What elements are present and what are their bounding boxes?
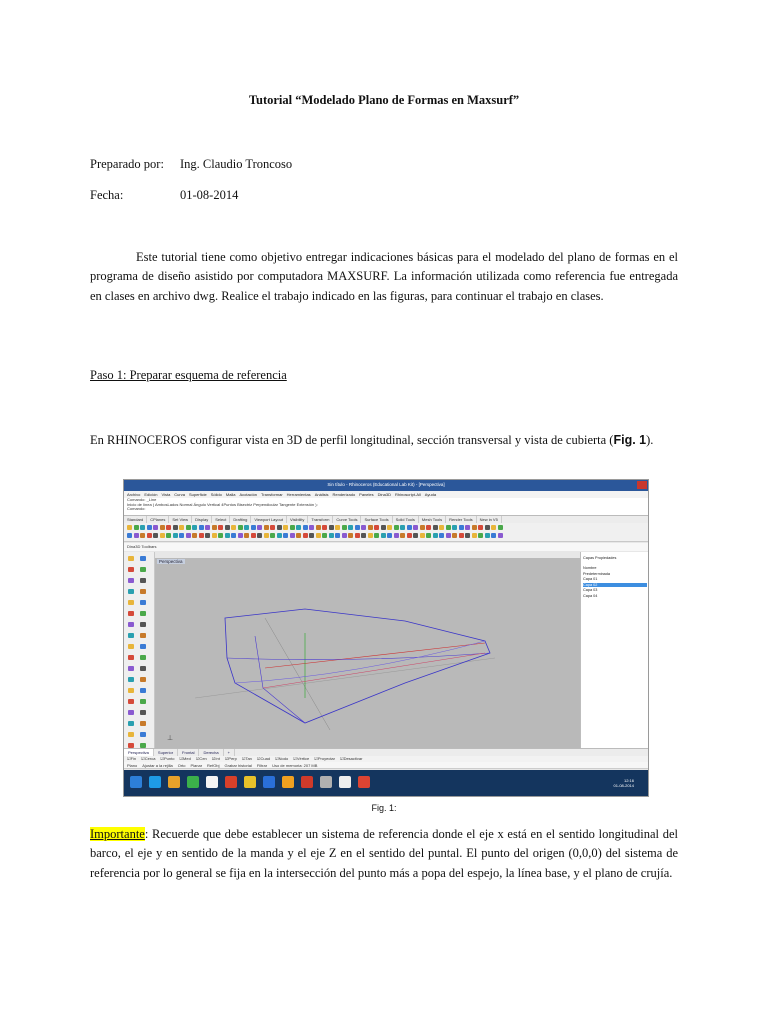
tool-icon[interactable] — [465, 533, 470, 538]
taskbar-clock — [614, 778, 634, 788]
layer-row-3[interactable]: Capa 02 — [583, 583, 647, 587]
menu-item-4[interactable]: Superficie — [188, 492, 207, 497]
layer-row-5[interactable]: Capa 04 — [583, 593, 598, 598]
tool-icon[interactable] — [485, 525, 490, 530]
left-tool-icon[interactable] — [140, 710, 146, 715]
left-tool-icon[interactable] — [128, 644, 134, 649]
status-item-4[interactable]: RefObj — [207, 763, 220, 768]
tool-icon[interactable] — [192, 525, 197, 530]
layers-panel — [580, 552, 649, 760]
tool-icon[interactable] — [179, 533, 184, 538]
figure-rhino-screenshot — [123, 479, 649, 797]
figure-reference: Fig. 1 — [613, 433, 647, 447]
close-icon[interactable] — [637, 481, 647, 489]
viewport-tab-4[interactable]: + — [224, 749, 235, 756]
tool-icon[interactable] — [153, 533, 158, 538]
tool-icon[interactable] — [446, 525, 451, 530]
step1-heading: Paso 1: Preparar esquema de referencia — [90, 368, 287, 382]
prepared-by-label: Preparado por: — [90, 157, 164, 171]
tool-icon[interactable] — [134, 525, 139, 530]
taskbar-app-icon[interactable] — [320, 776, 332, 788]
tool-icon[interactable] — [426, 525, 431, 530]
tool-icon[interactable] — [296, 533, 301, 538]
sub-toolbar — [124, 543, 648, 551]
tool-icon[interactable] — [407, 525, 412, 530]
command-history — [124, 498, 648, 516]
viewport-label[interactable]: Perspectiva — [159, 559, 183, 564]
osnap-option-9[interactable]: ☑Nodo — [275, 756, 289, 761]
tool-icon[interactable] — [316, 525, 321, 530]
taskbar-app-icon[interactable] — [263, 776, 275, 788]
tool-icon[interactable] — [322, 533, 327, 538]
tool-icon[interactable] — [127, 525, 132, 530]
left-tool-icon[interactable] — [128, 556, 134, 561]
taskbar-app-icon[interactable] — [206, 776, 218, 788]
status-bar — [124, 762, 648, 769]
start-icon[interactable] — [130, 776, 142, 788]
tool-icon[interactable] — [309, 533, 314, 538]
viewport-tab-2[interactable]: Frontal — [178, 749, 199, 756]
osnap-option-7[interactable]: ☑Tan — [241, 756, 252, 761]
toolbar-tab-0[interactable]: Standard — [124, 516, 147, 523]
left-tool-icon[interactable] — [128, 578, 134, 583]
tool-icon[interactable] — [394, 525, 399, 530]
left-tool-icon[interactable] — [140, 699, 146, 704]
important-text: : Recuerde que debe establecer un sistema de referencia donde el eje x está en el sentido longitudinal del barco, el eje y en sentido de la manda y el eje Z en el sentido del puntal. El punto del origen (0,0,0) del sistema de referencia por lo general se fija en la intersección del punto más a popa del espejo, la línea base, y el plano de crujía. — [90, 827, 678, 880]
taskbar-app-icon[interactable] — [282, 776, 294, 788]
command-line-2: Inicio de línea ( AmbosLados Normal Ángulo Vertical 4Puntos Bisectriz Perpendicular Tangente Extensión ): — [127, 501, 318, 507]
tool-icon[interactable] — [264, 525, 269, 530]
tool-icon[interactable] — [186, 525, 191, 530]
toolbar-tab-11[interactable]: Solid Tools — [393, 516, 419, 523]
viewport-tab-3[interactable]: Derecha — [199, 749, 223, 756]
menu-item-3[interactable]: Curva — [174, 492, 185, 497]
tool-icon[interactable] — [270, 525, 275, 530]
tool-icon[interactable] — [244, 525, 249, 530]
tool-icon[interactable] — [218, 533, 223, 538]
toolbar-icons — [124, 523, 648, 542]
left-tool-icon[interactable] — [128, 600, 134, 605]
tool-icon[interactable] — [472, 525, 477, 530]
intro-paragraph: Este tutorial tiene como objetivo entregar indicaciones básicas para el modelado del plano de formas en el programa de diseño asistido por computadora MAXSURF. La información utilizada como referencia fue entregada en clases en archivo dwg. Realice el trabajo indicado en las figuras, para continuar el trabajo en clases. — [90, 250, 678, 303]
tool-icon[interactable] — [277, 533, 282, 538]
tool-icon[interactable] — [316, 533, 321, 538]
taskbar-app-icon[interactable] — [358, 776, 370, 788]
left-tool-icon[interactable] — [140, 666, 146, 671]
panel-tabs[interactable]: Capas Propiedades — [583, 556, 617, 560]
tool-icon[interactable] — [348, 525, 353, 530]
tool-icon[interactable] — [374, 525, 379, 530]
tool-icon[interactable] — [452, 533, 457, 538]
menu-item-5[interactable]: Sólido — [210, 492, 222, 497]
viewport-tab-1[interactable]: Superior — [154, 749, 178, 756]
perspective-viewport[interactable] — [155, 558, 580, 748]
tool-icon[interactable] — [446, 533, 451, 538]
left-tool-icon[interactable] — [128, 611, 134, 616]
osnap-option-5[interactable]: ☑Int — [211, 756, 220, 761]
minimize-icon[interactable] — [614, 481, 624, 489]
tool-icon[interactable] — [283, 533, 288, 538]
taskbar-app-icon[interactable] — [225, 776, 237, 788]
status-item-2[interactable]: Orto — [177, 763, 186, 768]
window-title: Sin título - Rhinoceros (Educational Lab Kit) - [Perspectiva] — [327, 482, 445, 487]
tool-icon[interactable] — [160, 525, 165, 530]
osnap-option-2[interactable]: ☑Punto — [160, 756, 175, 761]
status-item-6[interactable]: Filtrar — [256, 763, 268, 768]
menu-item-8[interactable]: Transformar — [261, 492, 283, 497]
tool-icon[interactable] — [290, 533, 295, 538]
tool-icon[interactable] — [472, 533, 477, 538]
toolbar-tab-5[interactable]: Drafting — [230, 516, 251, 523]
menu-item-14[interactable]: Rhinoscript-All — [394, 492, 421, 497]
tool-icon[interactable] — [400, 533, 405, 538]
status-item-0[interactable]: Plano — [127, 763, 138, 768]
tool-icon[interactable] — [439, 525, 444, 530]
tool-icon[interactable] — [491, 533, 496, 538]
viewport-tabs — [124, 748, 648, 756]
taskbar-app-icon[interactable] — [339, 776, 351, 788]
menu-item-10[interactable]: Análisis — [314, 492, 329, 497]
left-tool-icon[interactable] — [128, 666, 134, 671]
menu-item-11[interactable]: Renderizado — [332, 492, 356, 497]
tool-icon[interactable] — [257, 525, 262, 530]
step1-text: En RHINOCEROS configurar vista en 3D de perfil longitudinal, sección transversal y vista de cubierta ( — [90, 433, 614, 447]
tool-icon[interactable] — [335, 525, 340, 530]
left-tool-icon[interactable] — [128, 655, 134, 660]
tool-icon[interactable] — [368, 533, 373, 538]
layer-row-4[interactable]: Capa 03 — [583, 588, 598, 592]
tool-icon[interactable] — [140, 533, 145, 538]
menu-item-0[interactable]: Archivo — [127, 492, 141, 497]
tool-icon[interactable] — [407, 533, 412, 538]
left-tool-icon[interactable] — [128, 589, 134, 594]
left-tool-icon[interactable] — [140, 556, 146, 561]
step1-paragraph — [90, 431, 678, 450]
tool-icon[interactable] — [498, 533, 503, 538]
tool-icon[interactable] — [270, 533, 275, 538]
menu-item-12[interactable]: Paneles — [359, 492, 374, 497]
left-tool-icon[interactable] — [140, 655, 146, 660]
menu-bar — [124, 491, 648, 498]
left-tool-icon[interactable] — [128, 677, 134, 682]
tool-icon[interactable] — [238, 533, 243, 538]
tool-icon[interactable] — [400, 525, 405, 530]
tool-icon[interactable] — [452, 525, 457, 530]
tool-icon[interactable] — [166, 533, 171, 538]
tool-icon[interactable] — [160, 533, 165, 538]
important-label: Importante — [90, 827, 145, 841]
left-tool-icon[interactable] — [140, 732, 146, 737]
toolbar-tab-12[interactable]: Mesh Tools — [419, 516, 446, 523]
tool-icon[interactable] — [329, 525, 334, 530]
osnap-option-10[interactable]: ☑Vértice — [293, 756, 310, 761]
toolbar-tab-2[interactable]: Set View — [169, 516, 192, 523]
left-tool-icon[interactable] — [128, 721, 134, 726]
left-tool-icon[interactable] — [128, 699, 134, 704]
status-item-5[interactable]: Grabar historial — [224, 763, 252, 768]
osnap-option-1[interactable]: ☑Cerca — [141, 756, 156, 761]
tool-icon[interactable] — [478, 533, 483, 538]
step1-end: ). — [646, 433, 654, 447]
window-titlebar — [124, 480, 648, 491]
tool-icon[interactable] — [212, 525, 217, 530]
sub-toolbar-label[interactable]: Dina3D Toolbars — [127, 544, 157, 549]
tool-icon[interactable] — [368, 525, 373, 530]
command-line-3[interactable]: Comando: — [127, 506, 146, 511]
osnap-option-12[interactable]: ☑Desactivar — [339, 756, 363, 761]
tool-icon[interactable] — [355, 525, 360, 530]
toolbar-tab-9[interactable]: Curve Tools — [333, 516, 361, 523]
tool-icon[interactable] — [413, 533, 418, 538]
tool-icon[interactable] — [465, 525, 470, 530]
toolbar-tab-13[interactable]: Render Tools — [446, 516, 477, 523]
tool-icon[interactable] — [361, 533, 366, 538]
toolbar-tab-6[interactable]: Viewport Layout — [251, 516, 287, 523]
tool-icon[interactable] — [244, 533, 249, 538]
tool-icon[interactable] — [251, 525, 256, 530]
svg-text:⊥: ⊥ — [167, 734, 174, 742]
tool-icon[interactable] — [355, 533, 360, 538]
status-item-1[interactable]: Ajustar a la rejilla — [142, 763, 173, 768]
toolbar-tab-3[interactable]: Display — [192, 516, 212, 523]
tool-icon[interactable] — [277, 525, 282, 530]
tool-icon[interactable] — [374, 533, 379, 538]
tool-icon[interactable] — [205, 533, 210, 538]
left-tool-icon[interactable] — [128, 732, 134, 737]
tool-icon[interactable] — [199, 525, 204, 530]
tool-icon[interactable] — [381, 533, 386, 538]
left-tool-icon[interactable] — [140, 589, 146, 594]
left-tool-icon[interactable] — [140, 611, 146, 616]
taskbar-app-icon[interactable] — [301, 776, 313, 788]
tool-icon[interactable] — [134, 533, 139, 538]
tool-icon[interactable] — [459, 525, 464, 530]
tool-icon[interactable] — [329, 533, 334, 538]
left-tool-icon[interactable] — [140, 633, 146, 638]
tool-icon[interactable] — [420, 525, 425, 530]
tool-icon[interactable] — [413, 525, 418, 530]
left-tool-icon[interactable] — [140, 644, 146, 649]
taskbar-app-icon[interactable] — [149, 776, 161, 788]
taskbar-app-icon[interactable] — [168, 776, 180, 788]
status-item-3[interactable]: Planar — [190, 763, 203, 768]
tool-icon[interactable] — [238, 525, 243, 530]
osnap-option-3[interactable]: ☑Med — [179, 756, 191, 761]
tool-icon[interactable] — [309, 525, 314, 530]
left-tool-icon[interactable] — [128, 622, 134, 627]
tool-icon[interactable] — [485, 533, 490, 538]
tool-icon[interactable] — [290, 525, 295, 530]
tool-icon[interactable] — [127, 533, 132, 538]
left-tool-icon[interactable] — [140, 677, 146, 682]
tool-icon[interactable] — [433, 525, 438, 530]
tool-icon[interactable] — [426, 533, 431, 538]
tool-icon[interactable] — [173, 533, 178, 538]
tool-icon[interactable] — [173, 525, 178, 530]
tool-icon[interactable] — [387, 533, 392, 538]
maximize-icon[interactable] — [625, 481, 635, 489]
command-line-1: Comando: _Line — [127, 497, 157, 502]
toolbar-tab-1[interactable]: CPlanes — [147, 516, 169, 523]
tool-icon[interactable] — [381, 525, 386, 530]
tool-icon[interactable] — [394, 533, 399, 538]
menu-item-9[interactable]: Herramientas — [286, 492, 311, 497]
menu-item-1[interactable]: Edición — [144, 492, 158, 497]
prepared-by-value: Ing. Claudio Troncoso — [180, 157, 293, 171]
prepared-by-line — [90, 157, 293, 172]
important-paragraph — [90, 825, 678, 883]
tool-icon[interactable] — [322, 525, 327, 530]
tool-icon[interactable] — [348, 533, 353, 538]
tool-icon[interactable] — [439, 533, 444, 538]
tool-icon[interactable] — [387, 525, 392, 530]
left-tool-icon[interactable] — [128, 688, 134, 693]
left-tool-icon[interactable] — [140, 688, 146, 693]
osnap-option-11[interactable]: ☑Proyectar — [314, 756, 335, 761]
tool-icon[interactable] — [257, 533, 262, 538]
left-tool-icon[interactable] — [128, 710, 134, 715]
left-tool-icon[interactable] — [140, 622, 146, 627]
taskbar-app-icon[interactable] — [244, 776, 256, 788]
document-title: Tutorial “Modelado Plano de Formas en Maxsurf” — [248, 93, 520, 107]
tool-icon[interactable] — [199, 533, 204, 538]
tool-icon[interactable] — [231, 525, 236, 530]
tool-icon[interactable] — [225, 525, 230, 530]
tool-icon[interactable] — [212, 533, 217, 538]
tool-icon[interactable] — [433, 533, 438, 538]
left-tool-icon[interactable] — [140, 600, 146, 605]
tool-icon[interactable] — [153, 525, 158, 530]
tool-icon[interactable] — [147, 533, 152, 538]
menu-item-6[interactable]: Malla — [225, 492, 236, 497]
toolbar-tab-10[interactable]: Surface Tools — [361, 516, 392, 523]
tool-icon[interactable] — [251, 533, 256, 538]
layer-row-1[interactable]: Predeterminada — [583, 571, 611, 576]
figure-caption: Fig. 1: — [371, 803, 397, 813]
tool-icon[interactable] — [264, 533, 269, 538]
tool-icon[interactable] — [186, 533, 191, 538]
tool-icon[interactable] — [498, 525, 503, 530]
layer-row-0[interactable]: Nombre — [583, 566, 597, 570]
date-value: 01-08-2014 — [180, 188, 239, 202]
toolbar-tab-7[interactable]: Visibility — [287, 516, 308, 523]
tool-icon[interactable] — [491, 525, 496, 530]
menu-item-15[interactable]: Ayuda — [424, 492, 437, 497]
osnap-option-4[interactable]: ☑Cen — [195, 756, 207, 761]
date-line — [90, 188, 239, 203]
hull-outline — [225, 609, 490, 723]
tool-icon[interactable] — [147, 525, 152, 530]
tool-icon[interactable] — [342, 533, 347, 538]
tool-icon[interactable] — [342, 525, 347, 530]
left-tool-icon[interactable] — [128, 567, 134, 572]
tool-icon[interactable] — [478, 525, 483, 530]
left-toolbar — [124, 552, 155, 760]
left-tool-icon[interactable] — [128, 633, 134, 638]
taskbar-app-icon[interactable] — [187, 776, 199, 788]
menu-item-2[interactable]: Vista — [161, 492, 171, 497]
windows-taskbar — [124, 770, 648, 796]
tool-icon[interactable] — [166, 525, 171, 530]
tool-icon[interactable] — [303, 533, 308, 538]
menu-item-13[interactable]: Dina3D — [377, 492, 391, 497]
left-tool-icon[interactable] — [140, 721, 146, 726]
tool-icon[interactable] — [205, 525, 210, 530]
toolbar-tab-4[interactable]: Select — [212, 516, 230, 523]
tool-icon[interactable] — [140, 525, 145, 530]
left-tool-icon[interactable] — [140, 578, 146, 583]
osnap-option-8[interactable]: ☑Cuad — [256, 756, 271, 761]
clock-time: 12:16 — [623, 778, 634, 783]
tool-icon[interactable] — [218, 525, 223, 530]
menu-item-7[interactable]: Acotación — [239, 492, 258, 497]
hull-wireframe — [155, 558, 580, 748]
tool-icon[interactable] — [335, 533, 340, 538]
left-tool-icon[interactable] — [140, 567, 146, 572]
tool-icon[interactable] — [179, 525, 184, 530]
tool-icon[interactable] — [303, 525, 308, 530]
date-label: Fecha: — [90, 188, 124, 202]
toolbar-tab-8[interactable]: Transform — [308, 516, 333, 523]
tool-icon[interactable] — [231, 533, 236, 538]
osnap-option-6[interactable]: ☑Perp — [224, 756, 237, 761]
tool-icon[interactable] — [225, 533, 230, 538]
viewport-tab-0[interactable]: Perspectiva — [124, 749, 154, 756]
toolbar-tab-14[interactable]: New in V5 — [477, 516, 502, 523]
tool-icon[interactable] — [420, 533, 425, 538]
tool-icon[interactable] — [192, 533, 197, 538]
status-item-7[interactable]: Uso de memoria: 207 MB — [272, 763, 318, 768]
tool-icon[interactable] — [459, 533, 464, 538]
tool-icon[interactable] — [283, 525, 288, 530]
clock-date: 01-08-2014 — [613, 783, 634, 788]
layer-row-2[interactable]: Capa 01 — [583, 577, 598, 581]
tool-icon[interactable] — [361, 525, 366, 530]
osnap-option-0[interactable]: ☑Fin — [127, 756, 137, 761]
tool-icon[interactable] — [296, 525, 301, 530]
